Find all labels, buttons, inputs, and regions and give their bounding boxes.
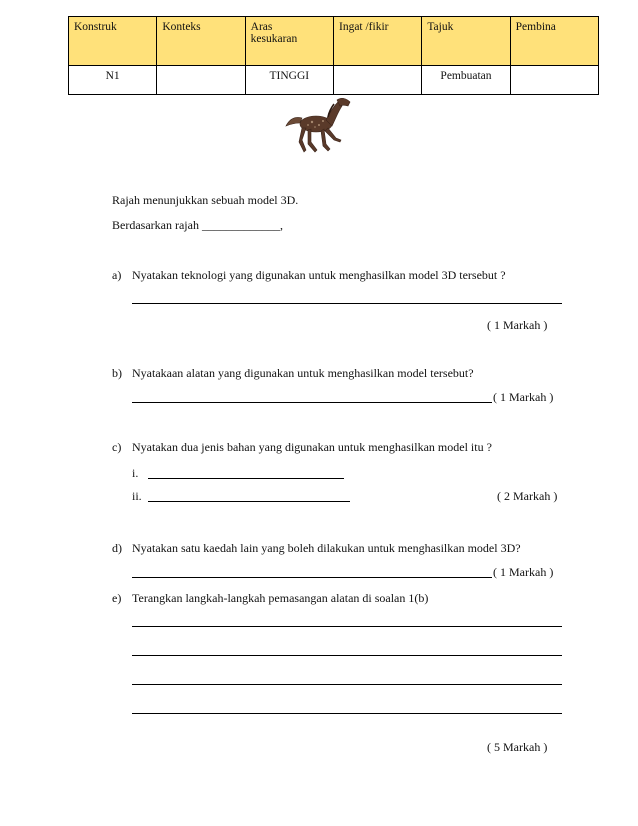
question-a-label: a) bbox=[112, 268, 122, 282]
header-tajuk: Tajuk bbox=[422, 17, 510, 66]
header-pembina: Pembina bbox=[510, 17, 598, 66]
value-tajuk: Pembuatan bbox=[422, 66, 510, 95]
horse-model-icon bbox=[284, 94, 354, 164]
question-d-text: Nyatakan satu kaedah lain yang boleh dilakukan untuk menghasilkan model 3D? bbox=[132, 541, 521, 555]
header-table bbox=[68, 16, 599, 95]
answer-line-e-2[interactable] bbox=[132, 655, 562, 656]
value-konstruk: N1 bbox=[69, 66, 157, 95]
header-konteks: Konteks bbox=[157, 17, 245, 66]
answer-line-d[interactable] bbox=[132, 577, 492, 578]
answer-line-c-ii[interactable] bbox=[148, 501, 350, 502]
question-c-marks: ( 2 Markah ) bbox=[497, 489, 558, 503]
answer-line-a[interactable] bbox=[132, 303, 562, 304]
intro-line-2: Berdasarkan rajah _____________, bbox=[112, 218, 283, 232]
question-e-label: e) bbox=[112, 591, 122, 605]
answer-line-b[interactable] bbox=[132, 402, 492, 403]
value-row bbox=[69, 66, 599, 95]
question-c-text: Nyatakan dua jenis bahan yang digunakan untuk menghasilkan model itu ? bbox=[132, 440, 492, 454]
question-d-marks: ( 1 Markah ) bbox=[493, 565, 554, 579]
question-b-text: Nyatakaan alatan yang digunakan untuk menghasilkan model tersebut? bbox=[132, 366, 474, 380]
header-row bbox=[69, 17, 599, 66]
value-pembina bbox=[510, 66, 598, 95]
question-c-label: c) bbox=[112, 440, 122, 454]
question-b-label: b) bbox=[112, 366, 122, 380]
question-a-marks: ( 1 Markah ) bbox=[487, 318, 548, 332]
answer-line-e-4[interactable] bbox=[132, 713, 562, 714]
question-e-text: Terangkan langkah-langkah pemasangan alatan di soalan 1(b) bbox=[132, 591, 429, 605]
answer-line-c-i[interactable] bbox=[148, 478, 344, 479]
value-ingat-fikir bbox=[333, 66, 421, 95]
intro-line-1: Rajah menunjukkan sebuah model 3D. bbox=[112, 193, 299, 207]
question-c-item-i: i. bbox=[132, 466, 139, 480]
header-aras: Aras kesukaran bbox=[245, 17, 333, 66]
answer-line-e-3[interactable] bbox=[132, 684, 562, 685]
question-c-item-ii: ii. bbox=[132, 489, 142, 503]
header-konstruk: Konstruk bbox=[69, 17, 157, 66]
value-konteks bbox=[157, 66, 245, 95]
header-ingat-fikir: Ingat /fikir bbox=[333, 17, 421, 66]
answer-line-e-1[interactable] bbox=[132, 626, 562, 627]
value-aras: TINGGI bbox=[245, 66, 333, 95]
question-e-marks: ( 5 Markah ) bbox=[487, 740, 548, 754]
question-a-text: Nyatakan teknologi yang digunakan untuk menghasilkan model 3D tersebut ? bbox=[132, 268, 506, 282]
question-d-label: d) bbox=[112, 541, 122, 555]
question-b-marks: ( 1 Markah ) bbox=[493, 390, 554, 404]
